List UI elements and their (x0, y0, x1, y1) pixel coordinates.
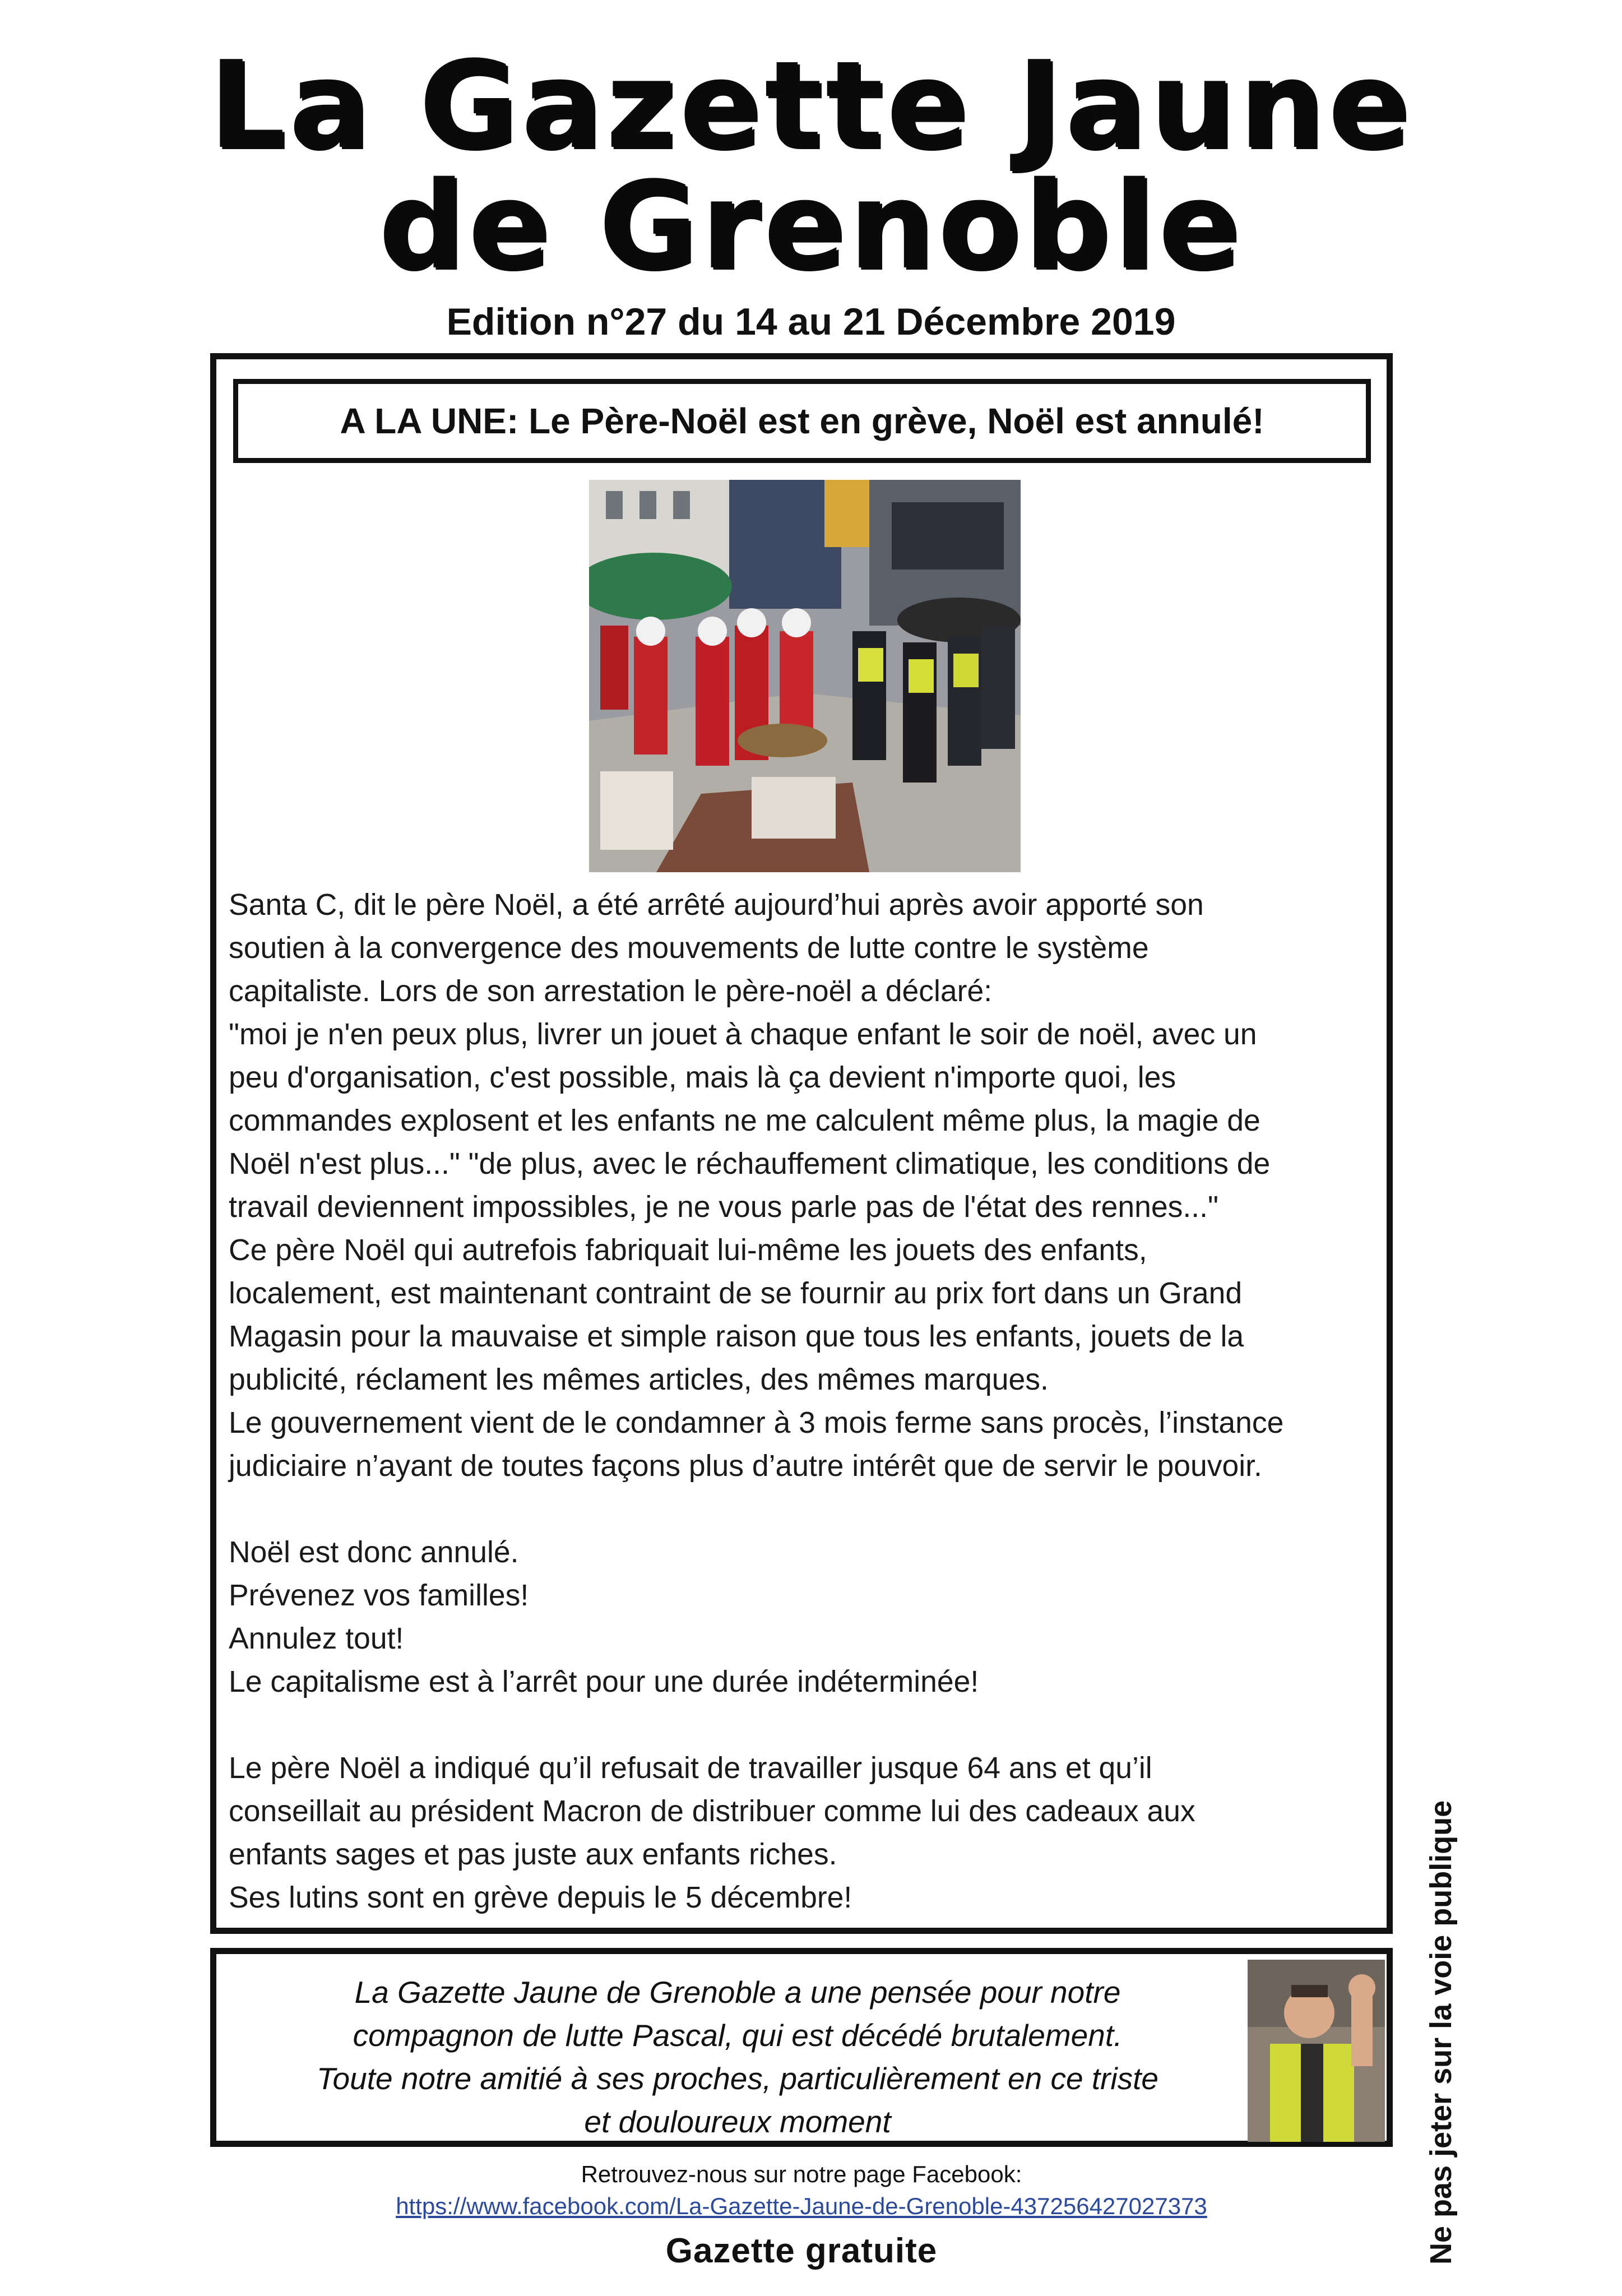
article-short-line: Noël est donc annulé. (229, 1536, 519, 1569)
facebook-invite-text: Retrouvez-nous sur notre page Facebook: (581, 2161, 1022, 2187)
tribute-message (239, 1971, 1236, 2144)
article-line: Noël n'est plus..." "de plus, avec le réchauffement climatique, les conditions de (229, 1147, 1271, 1181)
article-line: Santa C, dit le père Noël, a été arrêté aujourd’hui après avoir apporté son (229, 888, 1204, 922)
tribute-box (210, 1948, 1393, 2147)
article-line: capitaliste. Lors de son arrestation le père-noël a déclaré: (229, 975, 993, 1008)
free-gazette-label: Gazette gratuite (665, 2232, 938, 2270)
portrait-image (1248, 1960, 1385, 2142)
article-short-line: Prévenez vos familles! (229, 1579, 529, 1612)
article-closing-line: enfants sages et pas juste aux enfants riches. (229, 1838, 837, 1871)
article-closing-line: conseillait au président Macron de distribuer comme lui des cadeaux aux (229, 1795, 1195, 1828)
masthead (0, 35, 1622, 296)
masthead-title-line1: La Gazette Jaune (208, 35, 1414, 175)
facebook-page-link[interactable]: https://www.facebook.com/La-Gazette-Jaune-de-Grenoble-437256427027373 (396, 2193, 1207, 2219)
article-photo-santa-march (589, 480, 1021, 872)
tribute-line: et douloureux moment (584, 2104, 891, 2139)
front-page-article-frame (210, 353, 1393, 1934)
article-short-line: Le capitalisme est à l’arrêt pour une durée indéterminée! (229, 1665, 979, 1698)
article-line: localement, est maintenant contraint de se fournir au prix fort dans un Grand (229, 1277, 1243, 1310)
tribute-line: Toute notre amitié à ses proches, particulièrement en ce triste (316, 2061, 1159, 2096)
tribute-portrait-photo (1248, 1960, 1385, 2142)
article-line: "moi je n'en peux plus, livrer un jouet à chaque enfant le soir de noël, avec un (229, 1018, 1257, 1051)
article-line: Magasin pour la mauvaise et simple raison que tous les enfants, jouets de la (229, 1320, 1244, 1353)
article-closing-line: Le père Noël a indiqué qu’il refusait de travailler jusque 64 ans et qu’il (229, 1752, 1152, 1785)
article-body (229, 883, 1383, 1919)
article-line: peu d'organisation, c'est possible, mais là ça devient n'importe quoi, les (229, 1061, 1176, 1094)
paragraph-gap (229, 1488, 1383, 1531)
tribute-line: La Gazette Jaune de Grenoble a une pensée pour notre (354, 1975, 1121, 2010)
article-line: Ce père Noël qui autrefois fabriquait lui-même les jouets des enfants, (229, 1234, 1147, 1267)
article-short-line: Annulez tout! (229, 1622, 404, 1655)
do-not-litter-notice: Ne pas jeter sur la voie publique (1424, 1800, 1458, 2265)
article-line: Le gouvernement vient de le condamner à 3 mois ferme sans procès, l’instance (229, 1406, 1284, 1439)
article-line: soutien à la convergence des mouvements de lutte contre le système (229, 932, 1149, 965)
article-line: travail deviennent impossibles, je ne vous parle pas de l'état des rennes..." (229, 1191, 1218, 1224)
headline: A LA UNE: Le Père-Noël est en grève, Noël est annulé! (233, 379, 1371, 463)
paragraph-gap (229, 1704, 1383, 1747)
edition-info: Edition n°27 du 14 au 21 Décembre 2019 (446, 300, 1176, 343)
masthead-title-line2: de Grenoble (378, 155, 1244, 296)
article-line: commandes explosent et les enfants ne me calculent même plus, la magie de (229, 1104, 1260, 1137)
santa-parade-image (589, 480, 1021, 872)
tribute-line: compagnon de lutte Pascal, qui est décédé brutalement. (353, 2018, 1123, 2053)
article-line: judiciaire n’ayant de toutes façons plus d’autre intérêt que de servir le pouvoir. (229, 1450, 1262, 1483)
article-line: publicité, réclament les mêmes articles, des mêmes marques. (229, 1363, 1049, 1396)
article-closing-line: Ses lutins sont en grève depuis le 5 décembre! (229, 1881, 852, 1914)
